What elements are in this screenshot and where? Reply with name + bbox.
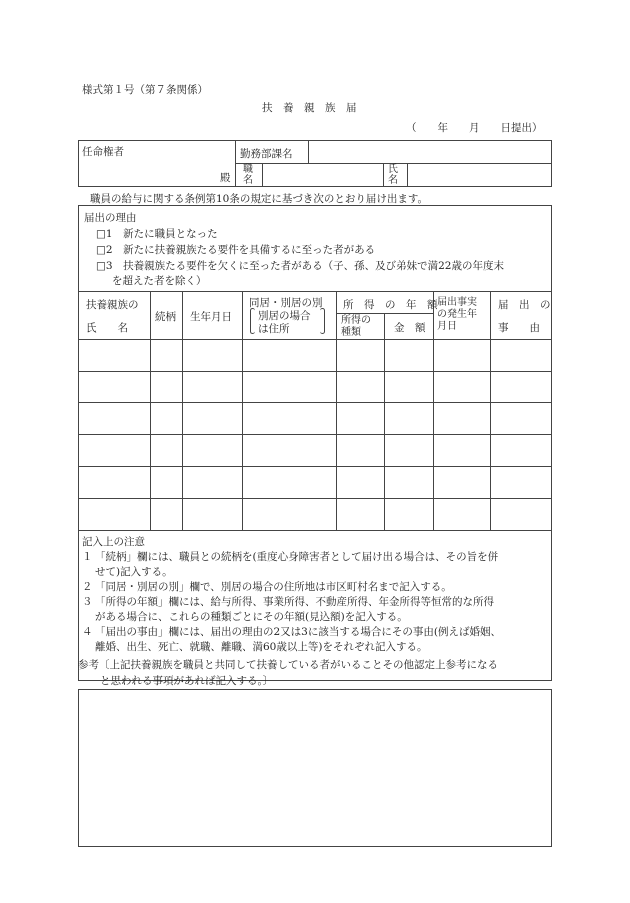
reason-checkbox-2[interactable]: □2 新たに扶養親族たる要件を具備するに至った者がある [96, 244, 376, 256]
reason-checkbox-1[interactable]: □1 新たに職員となった [96, 228, 218, 240]
appointer-label: 任命権者 [82, 146, 124, 158]
note-4-number: ４ [82, 626, 93, 638]
department-field[interactable] [310, 141, 550, 162]
notes-heading: 記入上の注意 [82, 536, 145, 548]
col-header-residence-2: 別居の場合 [258, 310, 311, 322]
job-field[interactable] [264, 164, 382, 186]
name-label: 氏名 [388, 164, 398, 186]
col-header-relation: 続柄 [155, 311, 176, 323]
col-header-residence-3: は住所 [258, 323, 290, 335]
right-bracket [320, 308, 325, 334]
reasons-heading: 届出の理由 [84, 212, 137, 224]
col-header-income-type-1: 所得の [341, 315, 371, 326]
note-1-number: １ [82, 551, 93, 563]
note-2-number: ２ [82, 581, 93, 593]
reference-entry-box[interactable] [78, 689, 552, 847]
note-2-line-1: 「同居・別居の別」欄で、別居の場合の住所地は市区町村名まで記入する。 [95, 581, 452, 593]
table-row[interactable] [79, 372, 551, 401]
name-field[interactable] [409, 164, 551, 186]
table-row[interactable] [79, 499, 551, 529]
col-header-reason-1: 届 出 の [498, 299, 551, 311]
note-3-line-2: がある場合に、これらの種類ごとにその年額(見込額)を記入する。 [95, 611, 408, 623]
col-header-name-1: 扶養親族の [86, 299, 139, 311]
table-row[interactable] [79, 467, 551, 497]
col-header-income: 所 得 の 年 額 [343, 299, 438, 311]
col-header-date-2: の発生年 [437, 309, 477, 320]
table-row[interactable] [79, 403, 551, 433]
col-header-birthdate: 生年月日 [190, 311, 232, 323]
table-row[interactable] [79, 340, 551, 370]
note-3-line-1: 「所得の年額」欄には、給与所得、事業所得、不動産所得、年金所得等恒常的な所得 [95, 596, 494, 608]
reason-3-continuation: を超えた者を除く） [112, 275, 207, 287]
form-title: 扶 養 親 族 届 [262, 102, 357, 114]
col-header-residence-1: 同居・別居の別 [249, 297, 323, 309]
left-bracket [250, 308, 255, 334]
col-header-amount: 金 額 [394, 322, 426, 334]
job-label: 職名 [243, 164, 253, 186]
submission-date: （ 年 月 日提出） [406, 122, 543, 134]
reason-checkbox-3[interactable]: □3 扶養親族たる要件を欠くに至った者がある（子、孫、及び弟妹で満22歳の年度末 [96, 260, 504, 272]
department-label: 勤務部課名 [240, 148, 293, 160]
reference-line-2: と思われる事項があれば記入する。〕 [100, 675, 274, 687]
note-1-line-1: 「続柄」欄には、職員との続柄を(重度心身障害者として届け出る場合は、その旨を併 [95, 551, 499, 563]
col-header-reason-2: 事 由 [498, 322, 540, 334]
note-4-line-1: 「届出の事由」欄には、届出の理由の2又は3に該当する場合にその事由(例えば婚姻、 [95, 626, 501, 638]
reference-line-1: 参考〔上記扶養親族を職員と共同して扶養している者がいることその他認定上参考になる [78, 659, 498, 671]
col-header-name-2: 氏 名 [86, 322, 128, 334]
note-3-number: ３ [82, 596, 93, 608]
note-1-line-2: せて)記入する。 [95, 566, 173, 578]
table-row[interactable] [79, 435, 551, 465]
note-4-line-2: 離婚、出生、死亡、就職、離職、満60歳以上等)をそれぞれ記入する。 [95, 641, 428, 653]
col-header-date-3: 月日 [437, 321, 457, 332]
dono-label: 殿 [220, 172, 231, 184]
col-header-date-1: 届出事実 [437, 297, 477, 308]
form-number: 様式第１号（第７条関係） [82, 84, 208, 96]
intro-text: 職員の給与に関する条例第10条の規定に基づき次のとおり届け出ます。 [90, 193, 429, 205]
col-header-income-type-2: 種類 [341, 327, 361, 338]
